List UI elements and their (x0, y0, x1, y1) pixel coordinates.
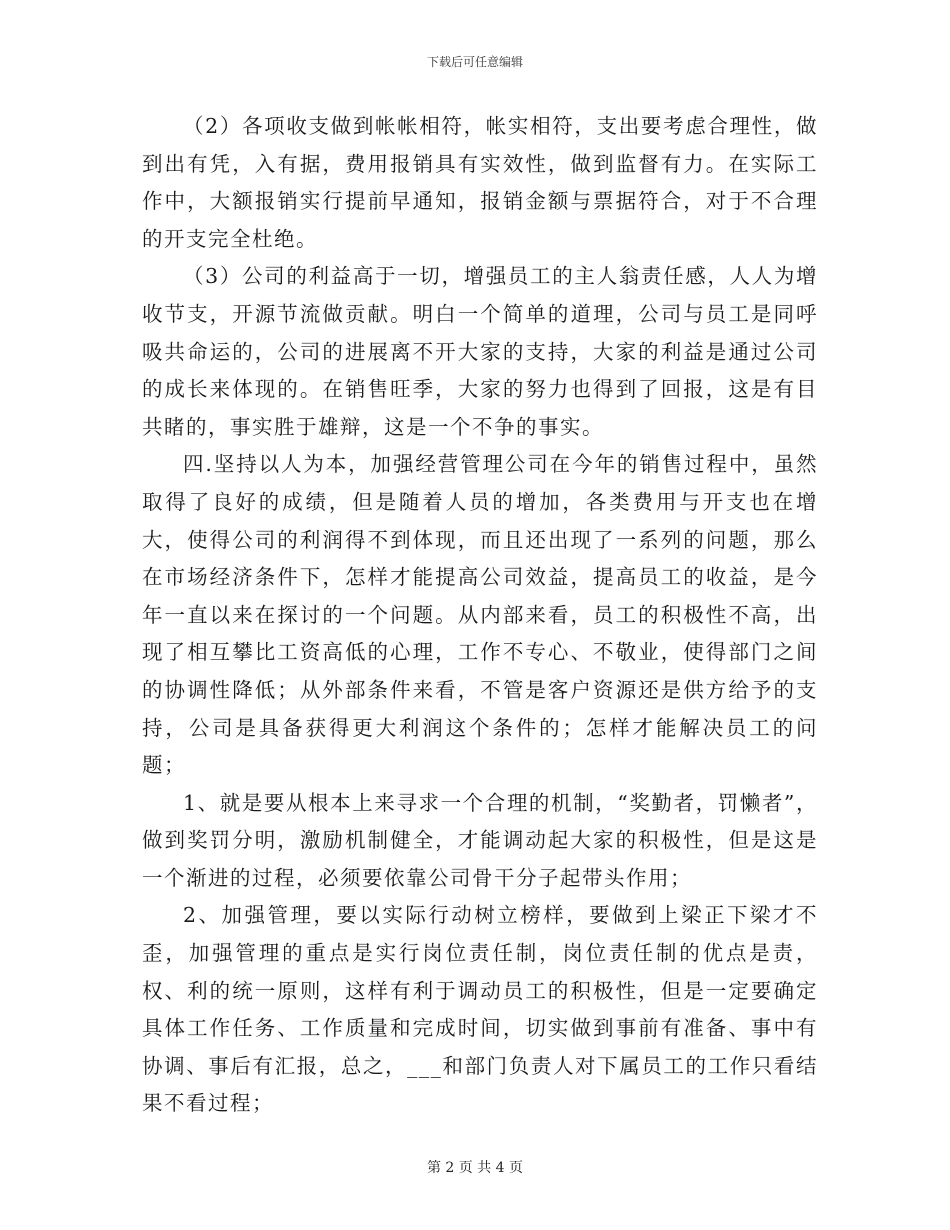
paragraph-expense-control: （2）各项收支做到帐帐相符，帐实相符，支出要考虑合理性，做到出有凭，入有据，费用报销具有实效性，做到监督有力。在实际工作中，大额报销实行提前早通知，报销金额与票据符合，对于不合理的开支完全杜绝。 (142, 114, 818, 251)
paragraph-item-two: 2、加强管理，要以实际行动树立榜样，要做到上梁正下梁才不歪，加强管理的重点是实行岗位责任制，岗位责任制的优点是责，权、利的统一原则，这样有利于调动员工的积极性，但是一定要确定具体工作任务、工作质量和完成时间，切实做到事前有准备、事中有协调、事后有汇报，总之，___和部门负责人对下属员工的工作只看结果不看过程； (142, 903, 818, 1116)
page-header: 下载后可任意编辑 (426, 55, 523, 69)
paragraph-section-four: 四.坚持以人为本，加强经营管理公司在今年的销售过程中，虽然取得了良好的成绩，但是随着人员的增加，各类费用与开支也在增大，使得公司的利润得不到体现，而且还出现了一系列的问题，那么在市场经济条件下，怎样才能提高公司效益，提高员工的收益，是今年一直以来在探讨的一个问题。从内部来看，员工的积极性不高，出现了相互攀比工资高低的心理，工作不专心、不敬业，使得部门之间的协调性降低；从外部条件来看，不管是客户资源还是供方给予的支持，公司是具备获得更大利润这个条件的；怎样才能解决员工的问题； (142, 452, 818, 778)
document-body (142, 108, 818, 1123)
page-number: 第 2 页 共 4 页 (426, 1160, 524, 1176)
paragraph-item-one: 1、就是要从根本上来寻求一个合理的机制，“奖勤者，罚懒者”，做到奖罚分明，激励机制健全，才能调动起大家的积极性，但是这是一个渐进的过程，必须要依靠公司骨干分子起带头作用； (142, 790, 818, 890)
paragraph-company-interest: （3）公司的利益高于一切，增强员工的主人翁责任感，人人为增收节支，开源节流做贡献。明白一个简单的道理，公司与员工是同呼吸共命运的，公司的进展离不开大家的支持，大家的利益是通过公司的成长来体现的。在销售旺季，大家的努力也得到了回报，这是有目共睹的，事实胜于雄辩，这是一个不争的事实。 (142, 264, 818, 439)
